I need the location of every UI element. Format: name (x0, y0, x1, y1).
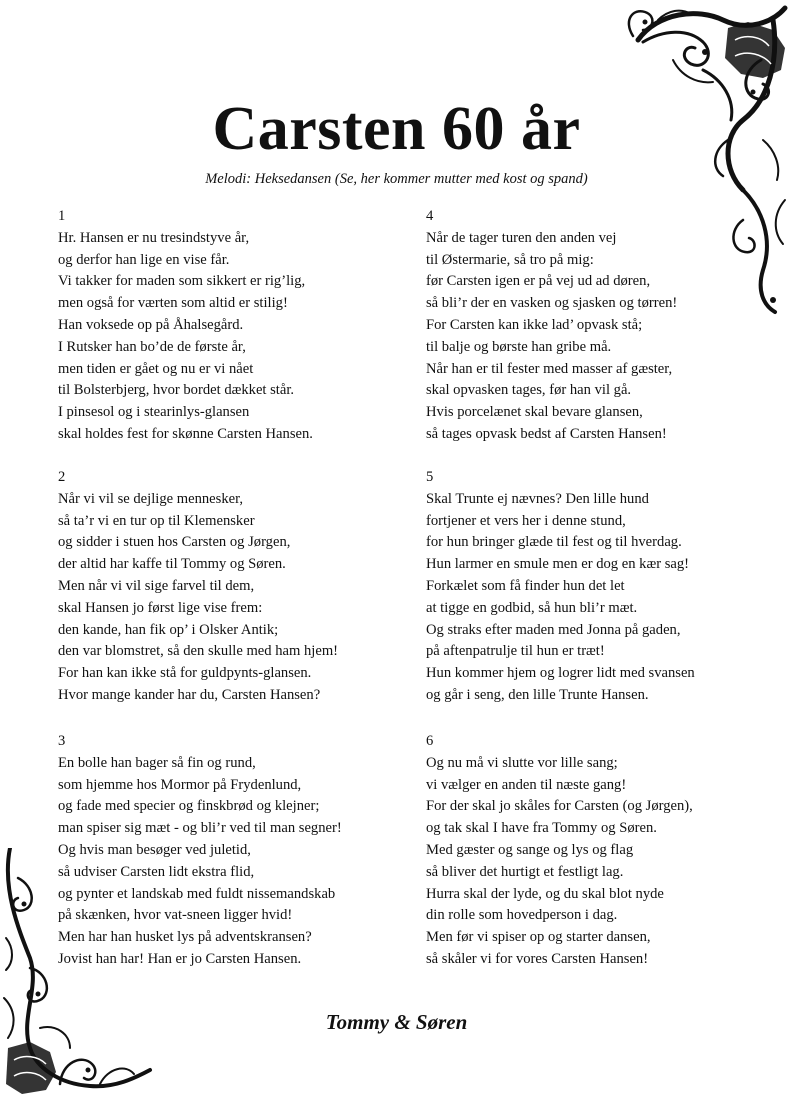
author-signature: Tommy & Søren (325, 1010, 468, 1034)
verse-line: Hun larmer en smule men er dog en kær sag! (426, 556, 690, 573)
verse-line: til Bolsterbjerg, hvor bordet dækket står. (58, 382, 295, 399)
verse-line: Men har han husket lys på adventskransen? (58, 929, 312, 946)
melody-subtitle: Melodi: Heksedansen (Se, her kommer mutter med kost og spand) (205, 171, 588, 187)
verse-line: og pynter et landskab med fuldt nissemandskab (58, 885, 336, 902)
verse-line: og derfor han lige en vise får. (58, 251, 230, 268)
verse-line: på aftenpatrulje til hun er træt! (426, 643, 605, 660)
verse-line: Vi takker for maden som sikkert er rig’lig, (58, 273, 306, 290)
verse-line: til balje og børste han gribe må. (426, 338, 612, 355)
page-title: Carsten 60 år (212, 95, 581, 163)
verse-line: I Rutsker han bo’de de første år, (58, 338, 246, 355)
verse-line: så bliver det hurtigt et festligt lag. (426, 863, 624, 880)
verse-line: For han kan ikke stå for guldpynts-glansen. (58, 665, 312, 682)
verse-1 (58, 206, 438, 446)
verse-line: til Østermarie, så tro på mig: (426, 251, 594, 268)
verse-line: Når vi vil se dejlige mennesker, (58, 490, 244, 507)
verse-line: Men før vi spiser op og starter dansen, (426, 929, 651, 946)
verse-number: 6 (426, 733, 434, 749)
verse-line: din rolle som hovedperson i dag. (426, 907, 618, 924)
verse-line: og går i seng, den lille Trunte Hansen. (426, 686, 649, 703)
verse-line: Hvor mange kander har du, Carsten Hansen? (58, 686, 321, 703)
verse-4 (426, 206, 793, 446)
verse-3 (58, 731, 438, 971)
verse-line: så udviser Carsten lidt ekstra flid, (58, 863, 255, 880)
verse-line: som hjemme hos Mormor på Frydenlund, (58, 776, 302, 793)
verse-line: Og hvis man besøger ved juletid, (58, 841, 251, 858)
verse-number: 3 (58, 733, 66, 749)
verse-line: og sidder i stuen hos Carsten og Jørgen, (58, 534, 291, 551)
verse-line: så bli’r der en vasken og sjasken og tørren! (426, 295, 678, 312)
verse-line: men også for værten som altid er stilig! (58, 295, 288, 312)
verse-line: Når han er til fester med masser af gæster, (426, 360, 673, 377)
verse-line: Men når vi vil sige farvel til dem, (58, 577, 255, 594)
verse-line: Hun kommer hjem og logrer lidt med svansen (426, 665, 695, 682)
verse-line: man spiser sig mæt - og bli’r ved til man segner! (58, 820, 342, 837)
verse-line: skal holdes fest for skønne Carsten Hansen. (58, 425, 313, 442)
verse-line: skal Hansen jo først lige vise frem: (58, 599, 263, 616)
verse-line: og tak skal I have fra Tommy og Søren. (426, 820, 657, 837)
verse-line: men tiden er gået og nu er vi nået (58, 360, 254, 377)
verse-line: før Carsten igen er på vej ud ad døren, (426, 273, 651, 290)
verse-5 (426, 467, 793, 707)
verse-line: vi vælger en anden til næste gang! (426, 776, 627, 793)
verse-line: Og nu må vi slutte vor lille sang; (426, 754, 618, 771)
verse-line: En bolle han bager så fin og rund, (58, 754, 256, 771)
verse-6 (426, 731, 793, 971)
verse-line: den kande, han fik op’ i Olsker Antik; (58, 621, 279, 638)
verse-line: Skal Trunte ej nævnes? Den lille hund (426, 490, 649, 507)
verse-line: fortjener et vers her i denne stund, (426, 512, 626, 529)
verse-line: skal opvasken tages, før han vil gå. (426, 382, 632, 399)
verse-line: Med gæster og sange og lys og flag (426, 841, 634, 858)
verse-line: Forkælet som få finder hun det let (426, 577, 625, 594)
verse-line: så skåler vi for vores Carsten Hansen! (426, 950, 649, 967)
verse-number: 4 (426, 208, 434, 224)
verse-line: der altid har kaffe til Tommy og Søren. (58, 556, 286, 573)
verse-line: Han voksede op på Åhalsegård. (58, 316, 244, 333)
verse-line: den var blomstret, så den skulle med ham hjem! (58, 643, 339, 660)
verse-line: for hun bringer glæde til fest og til hverdag. (426, 534, 682, 551)
verse-line: Hurra skal der lyde, og du skal blot nyde (426, 885, 664, 902)
verse-line: og fade med specier og finskbrød og klejner; (58, 798, 320, 815)
verse-line: I pinsesol og i stearinlys-glansen (58, 404, 250, 421)
verse-line: Hvis porcelænet skal bevare glansen, (426, 404, 643, 421)
verse-number: 5 (426, 469, 434, 485)
verse-line: Jovist han har! Han er jo Carsten Hansen. (58, 950, 302, 967)
verse-number: 2 (58, 469, 66, 485)
verse-line: at tigge en godbid, så hun bli’r mæt. (426, 599, 638, 616)
verse-line: Når de tager turen den anden vej (426, 229, 617, 246)
verse-line: så ta’r vi en tur op til Klemensker (58, 512, 255, 529)
verse-line: For der skal jo skåles for Carsten (og Jørgen), (426, 798, 693, 815)
verse-line: på skænken, hvor vat-sneen ligger hvid! (58, 907, 293, 924)
verse-line: Og straks efter maden med Jonna på gaden, (426, 621, 681, 638)
verse-line: For Carsten kan ikke lad’ opvask stå; (426, 316, 643, 333)
verse-number: 1 (58, 208, 66, 224)
verse-2 (58, 467, 438, 707)
verse-line: så tages opvask bedst af Carsten Hansen! (426, 425, 667, 442)
verse-line: Hr. Hansen er nu tresindstyve år, (58, 229, 250, 246)
